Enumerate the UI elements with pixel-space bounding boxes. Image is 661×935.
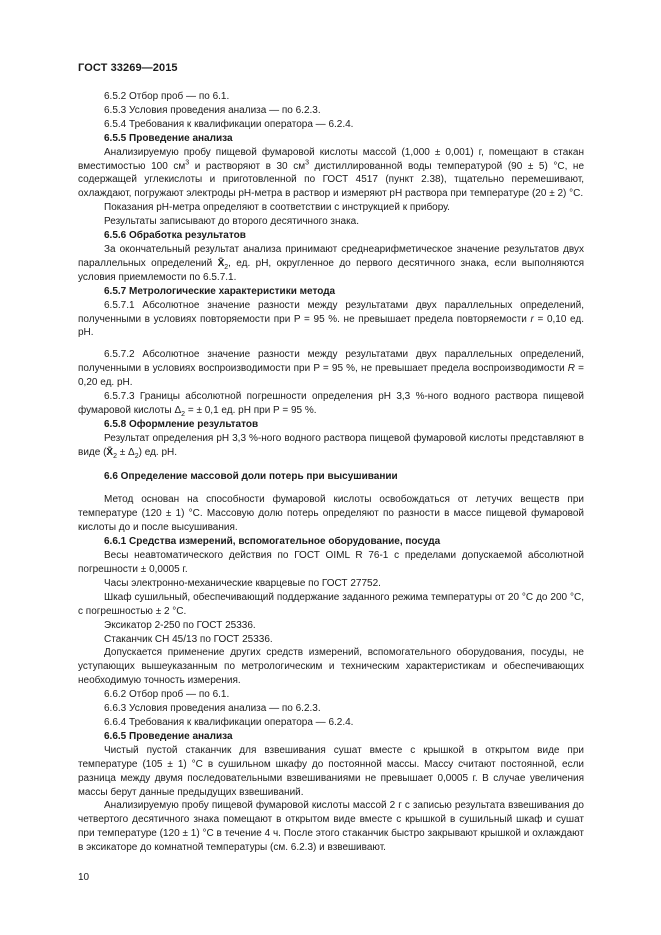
text-run: дистиллированной воды температурой (90 ± 5) °C, не содержащей углекислоты и приготовленной по ГОСТ 4517 (пункт 2.38), тщательно перемешивают, охлаждают, погружают электроды pH-метра в раствор и измеряют pH раствора при температуре (20 ± 2) °C. xyxy=(78,160,585,200)
text-run: 6.5.7.2 Абсолютное значение разности между результатами двух параллельных определений, полученными в условиях воспроизводимости при P = 95 %, не превышает предела воспроизводимости xyxy=(78,349,584,375)
heading-6-5-5: 6.5.5 Проведение анализа xyxy=(104,132,233,144)
paragraph-6-5-7-1 xyxy=(78,299,584,341)
text-run: ) ед. pH. xyxy=(138,446,178,458)
paragraph-scales: Весы неавтоматического действия по ГОСТ OIML R 76-1 с пределами допускаемой абсолютной погрешности ± 0,0005 г. xyxy=(78,550,584,575)
document-header: ГОСТ 33269—2015 xyxy=(78,62,178,74)
text-run: = 0,10 ед. pH. xyxy=(78,313,585,339)
superscript: 3 xyxy=(305,159,309,167)
paragraph-results-record: Результаты записывают до второго десятичного знака. xyxy=(104,216,360,228)
paragraph-6-6-2: 6.6.2 Отбор проб — по 6.1. xyxy=(104,689,230,701)
text-run: 6.5.7.3 Границы абсолютной погрешности определения pH 3,3 %-ного водного раствора пищевой фумаровой кислоты Δ xyxy=(78,391,584,416)
document-body xyxy=(78,90,584,855)
superscript: 3 xyxy=(185,159,190,167)
heading-6-6-5: 6.6.5 Проведение анализа xyxy=(104,730,233,742)
paragraph-processing xyxy=(78,243,584,285)
paragraph-desiccator: Эксикатор 2-250 по ГОСТ 25336. xyxy=(104,619,256,631)
mean-symbol: X̄ xyxy=(217,257,225,269)
paragraph-weighing-bottle: Стаканчик СН 45/13 по ГОСТ 25336. xyxy=(104,633,273,645)
paragraph-6-5-3: 6.5.3 Условия проведения анализа — по 6.2.3. xyxy=(104,104,321,116)
paragraph-6-5-2: 6.5.2 Отбор проб — по 6.1. xyxy=(104,91,230,102)
text-run: За окончательный результат анализа принимают среднеарифметическое значение результатов двух параллельных определений xyxy=(78,243,584,269)
text-run: , ед. pH, округленное до первого десятичного знака, если выполняются условия приемлемости по 6.5.7.1. xyxy=(78,257,584,283)
paragraph-result-format xyxy=(78,432,584,460)
paragraph-drying-bottle: Чистый пустой стаканчик для взвешивания сушат вместе с крышкой в открытом виде при температуре (105 ± 1) °C в сушильном шкафу до постоянной массы. Массу считают постоянной, если разница между двумя последовательными взвешиваниями не превышает 0,0005 г. В случае увеличения массы берут данные предыдущих взвешиваний. xyxy=(78,744,584,798)
text-run: = ± 0,1 ед. pH при P = 95 %. xyxy=(185,404,317,416)
text-run: и растворяют в 30 см xyxy=(189,160,306,172)
text-run: Результат определения pH 3,3 %-ного водного раствора пищевой фумаровой кислоты представляют в виде ( xyxy=(78,432,584,458)
subscript: 2 xyxy=(224,263,229,271)
paragraph-6-6-4: 6.6.4 Требования к квалификации оператора — 6.2.4. xyxy=(104,716,354,728)
paragraph-6-5-7-3 xyxy=(78,390,584,418)
symbol-R: R xyxy=(567,363,576,375)
heading-6-5-7: 6.5.7 Метрологические характеристики метода xyxy=(104,285,336,297)
text-run: Анализируемую пробу пищевой фумаровой кислоты массой (1,000 ± 0,001) г, помещают в стакан вместимостью 100 см xyxy=(78,146,584,172)
paragraph-alternatives: Допускается применение других средств измерений, вспомогательного оборудования, посуды, не уступающих вышеуказанным по метрологическим и техническим характеристикам и обеспечивающих необходимую точность измерения. xyxy=(78,647,584,687)
paragraph-clock: Часы электронно-механические кварцевые по ГОСТ 27752. xyxy=(104,577,381,589)
paragraph-ph-meter: Показания pH-метра определяют в соответствии с инструкцией к прибору. xyxy=(104,202,450,214)
text-run: 6.5.7.1 Абсолютное значение разности между результатами двух параллельных определений, полученными в условиях повторяемости при P = 95 %. не превышает предела повторяемости xyxy=(78,299,584,325)
paragraph-method-basis: Метод основан на способности фумаровой кислоты освобождаться от летучих веществ при температуре (120 ± 1) °C. Массовую долю потерь определяют по разности в массе пищевой фумаровой кислоты до и после высушивания. xyxy=(78,494,584,534)
heading-6-5-8: 6.5.8 Оформление результатов xyxy=(104,418,259,430)
paragraph-oven: Шкаф сушильный, обеспечивающий поддержание заданного режима температуры от 20 °C до 200 °C, с погрешностью ± 2 °C. xyxy=(78,591,584,617)
paragraph-6-5-7-2 xyxy=(78,348,584,390)
mean-symbol: X̄ xyxy=(106,446,114,458)
text-run: = 0,20 ед. pH. xyxy=(78,363,584,389)
subscript: 2 xyxy=(113,452,117,460)
text-run: ± Δ xyxy=(116,446,135,458)
page-number: 10 xyxy=(78,872,90,883)
subscript: 2 xyxy=(134,452,139,460)
subscript: 2 xyxy=(181,410,186,418)
heading-6-6: 6.6 Определение массовой доли потерь при высушивании xyxy=(104,470,398,482)
paragraph-drying-sample: Анализируемую пробу пищевой фумаровой кислоты массой 2 г с записью результата взвешивания до четвертого десятичного знака помещают в открытом виде вместе с крышкой в сушильный шкаф и сушат при температуре (120 ± 1) °C в течение 4 ч. После этого стаканчик быстро закрывают крышкой и охлаждают в эксикаторе до комнатной температуры (см. 6.2.3) и взвешивают. xyxy=(78,800,584,854)
symbol-r: r xyxy=(530,313,534,325)
heading-6-5-6: 6.5.6 Обработка результатов xyxy=(104,230,246,242)
paragraph-analysis xyxy=(78,146,584,202)
heading-6-6-1: 6.6.1 Средства измерений, вспомогательное оборудование, посуда xyxy=(104,536,441,548)
paragraph-6-5-4: 6.5.4 Требования к квалификации оператора — 6.2.4. xyxy=(104,118,354,130)
paragraph-6-6-3: 6.6.3 Условия проведения анализа — по 6.2.3. xyxy=(104,703,321,715)
